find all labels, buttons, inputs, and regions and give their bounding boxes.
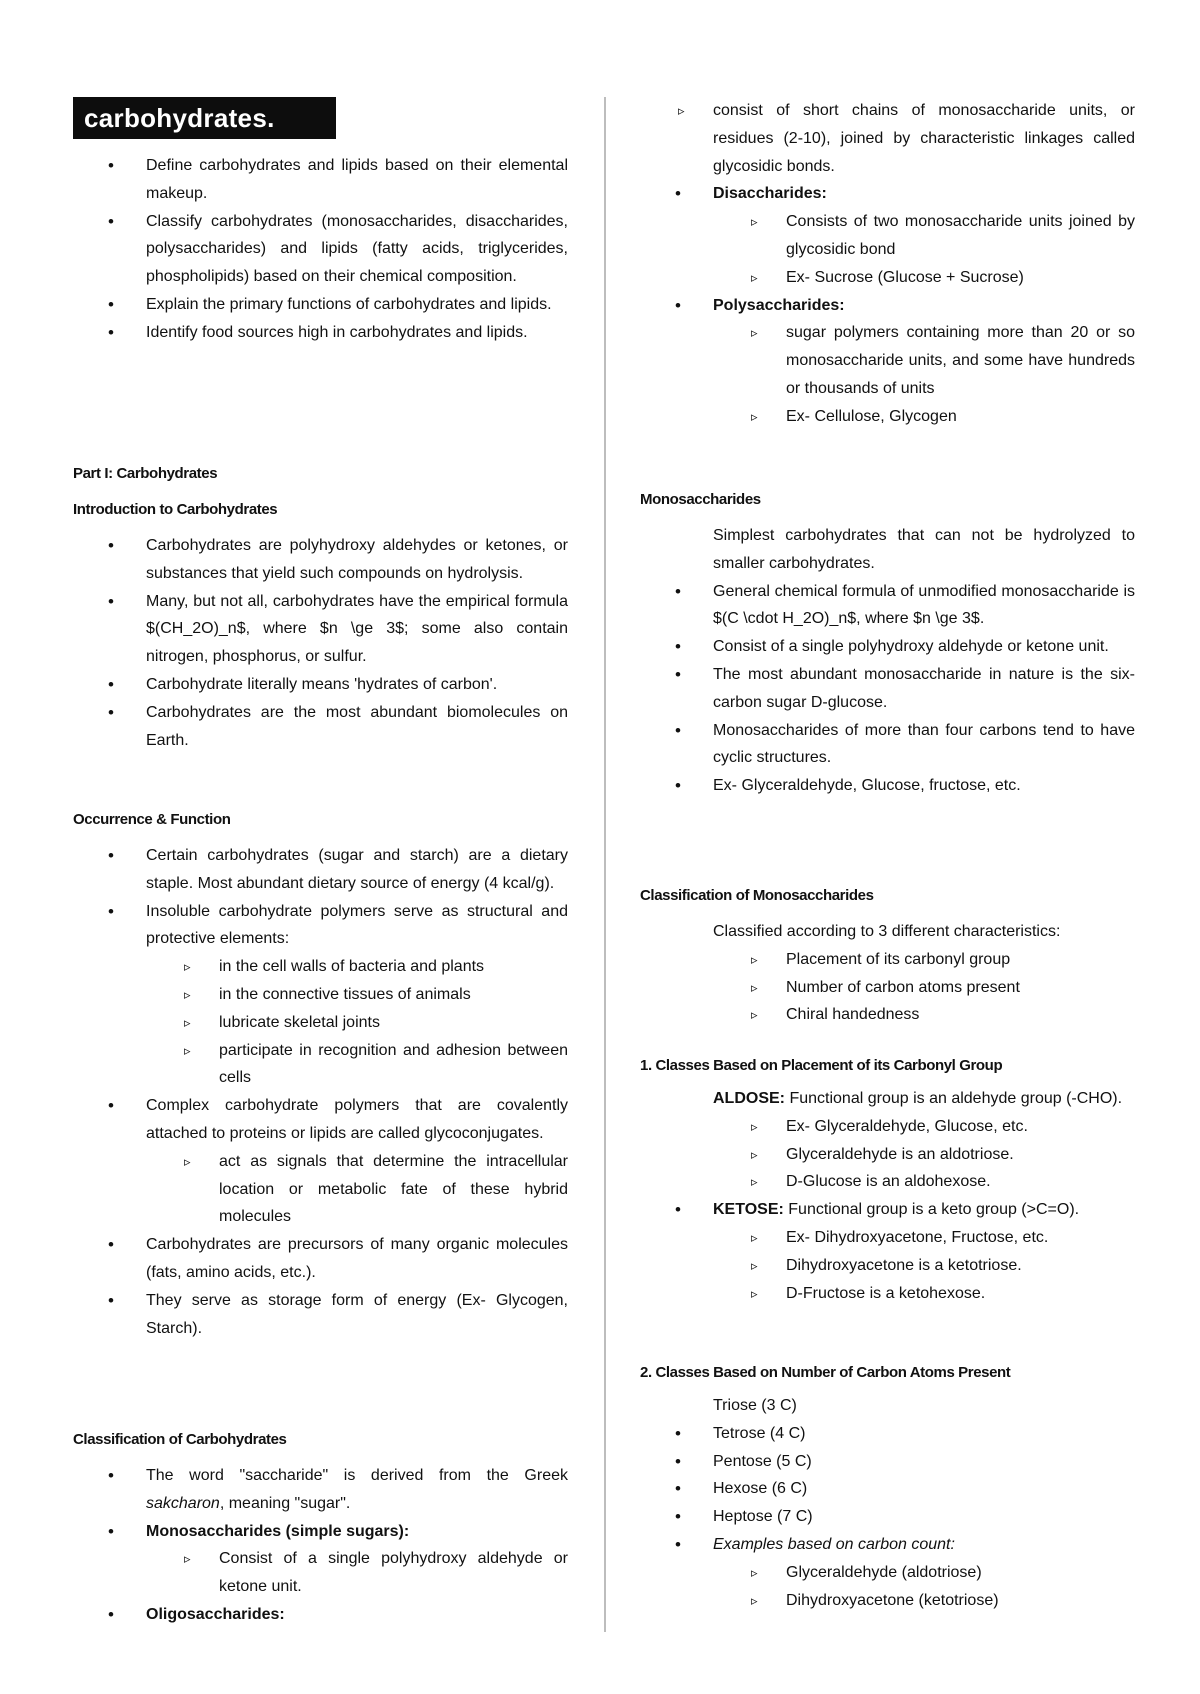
monosaccharides-list [640,522,1135,800]
sub-item: ▹ Consist of a single polyhydroxy aldehyde or ketone unit. [146,1545,568,1601]
classification-list [73,1462,568,1629]
list-item: • The most abundant monosaccharide in nature is the six-carbon sugar D-glucose. [640,661,1135,717]
sub-item: ▹ Ex- Glyceraldehyde, Glucose, etc. [713,1113,1135,1141]
column-divider [604,97,606,1632]
list-item: • They serve as storage form of energy (Ex- Glycogen, Starch). [73,1287,568,1343]
intro-list [73,532,568,754]
carbon-list [640,1392,1135,1614]
list-item: • Carbohydrates are the most abundant biomolecules on Earth. [73,699,568,755]
section-heading: Introduction to Carbohydrates [73,501,278,518]
section-heading: 1. Classes Based on Placement of its Carbonyl Group [640,1057,1003,1074]
list-item [73,1518,568,1601]
list-item: • Consist of a single polyhydroxy aldehyde or ketone unit. [640,633,1135,661]
sub-item: ▹ Glyceraldehyde is an aldotriose. [713,1141,1135,1169]
sub-item: ▹ Dihydroxyacetone (ketotriose) [713,1587,1135,1615]
list-item [640,292,1135,431]
sub-list [640,97,1135,180]
classification-list-cont [640,97,1135,431]
list-item: • Carbohydrates are precursors of many organic molecules (fats, amino acids, etc.). [73,1231,568,1287]
item-text: Functional group is an aldehyde group (-CHO). [785,1090,1123,1107]
item-label: KETOSE: [713,1201,784,1219]
sub-item: ▹ Ex- Sucrose (Glucose + Sucrose) [713,264,1135,292]
sub-list [713,319,1135,430]
list-item: • Many, but not all, carbohydrates have the empirical formula $(CH_2O)_n$, where $n \ge 3$; some also contain nitrogen, phosphorus, or sulfur. [73,588,568,671]
section-heading: Occurrence & Function [73,811,231,828]
sub-list [713,1224,1135,1307]
sub-item: ▹ Ex- Cellulose, Glycogen [713,403,1135,431]
sub-item: ▹ Placement of its carbonyl group [713,946,1135,974]
item-label: Polysaccharides: [713,296,845,314]
sub-item: ▹ act as signals that determine the intracellular location or metabolic fate of these hybrid molecules [146,1148,568,1231]
item-text: Classified according to 3 different characteristics: [713,923,1061,940]
sub-item: ▹ Chiral handedness [713,1001,1135,1029]
item-text: Examples based on carbon count: [713,1535,955,1553]
sub-item: ▹ Consists of two monosaccharide units joined by glycosidic bond [713,208,1135,264]
list-item: • Define carbohydrates and lipids based on their elemental makeup. [73,152,568,208]
list-item [73,1601,568,1629]
list-item: • Explain the primary functions of carbohydrates and lipids. [73,291,568,319]
sub-item: ▹ Dihydroxyacetone is a ketotriose. [713,1252,1135,1280]
list-item: • Carbohydrate literally means 'hydrates of carbon'. [73,671,568,699]
section-heading: Monosaccharides [640,491,761,508]
list-item: • Ex- Glyceraldehyde, Glucose, fructose, etc. [640,772,1135,800]
list-item: • Pentose (5 C) [640,1448,1135,1476]
section-heading: 2. Classes Based on Number of Carbon Atoms Present [640,1364,1011,1381]
sub-list [146,1545,568,1601]
item-text: Insoluble carbohydrate polymers serve as structural and protective elements: [146,902,568,948]
sub-list [713,946,1135,1029]
sub-item: ▹ D-Glucose is an aldohexose. [713,1168,1135,1196]
sub-list [146,953,568,1092]
sub-item: ▹ lubricate skeletal joints [146,1009,568,1037]
list-item: • Hexose (6 C) [640,1475,1135,1503]
list-item: • Classify carbohydrates (monosaccharides, disaccharides, polysaccharides) and lipids (fatty acids, triglycerides, phospholipids) based on their chemical composition. [73,208,568,291]
list-item: • Carbohydrates are polyhydroxy aldehydes or ketones, or substances that yield such compounds on hydrolysis. [73,532,568,588]
list-item: • Tetrose (4 C) [640,1420,1135,1448]
sub-item: ▹ sugar polymers containing more than 20 or so monosaccharide units, and some have hundreds or thousands of units [713,319,1135,402]
section-heading: Classification of Monosaccharides [640,887,874,904]
objectives-list [73,152,568,347]
sub-item: ▹ consist of short chains of monosaccharide units, or residues (2-10), joined by characteristic linkages called glycosidic bonds. [640,97,1135,180]
item-label: ALDOSE: [713,1090,785,1107]
list-item: • General chemical formula of unmodified monosaccharide is $(C \cdot H_2O)_n$, where $n \ge 3$. [640,578,1135,634]
list-item [73,1092,568,1231]
list-item [640,1196,1135,1307]
item-label: Monosaccharides (simple sugars): [146,1522,410,1540]
sub-item: ▹ in the connective tissues of animals [146,981,568,1009]
document-title: carbohydrates. [73,97,336,139]
list-item: • Certain carbohydrates (sugar and starch) are a dietary staple. Most abundant dietary source of energy (4 kcal/g). [73,842,568,898]
sub-item: ▹ Number of carbon atoms present [713,974,1135,1002]
sub-list [713,1113,1135,1196]
sub-item: ▹ Glyceraldehyde (aldotriose) [713,1559,1135,1587]
list-item [640,180,1135,291]
list-item [73,898,568,1093]
list-item [640,1531,1135,1614]
item-text: Complex carbohydrate polymers that are covalently attached to proteins or lipids are called glycoconjugates. [146,1097,568,1142]
list-item [73,1462,568,1518]
list-item: Simplest carbohydrates that can not be hydrolyzed to smaller carbohydrates. [713,527,1135,572]
carbonyl-list [640,1085,1135,1307]
sub-item: ▹ D-Fructose is a ketohexose. [713,1280,1135,1308]
classmono-list [640,918,1135,1029]
list-item [640,97,1135,180]
sub-item: ▹ Ex- Dihydroxyacetone, Fructose, etc. [713,1224,1135,1252]
list-item: Triose (3 C) [713,1397,797,1414]
sub-item: ▹ in the cell walls of bacteria and plants [146,953,568,981]
sub-list [713,1559,1135,1615]
occurrence-list [73,842,568,1342]
item-text: Functional group is a keto group (>C=O). [783,1201,1080,1219]
section-heading: Classification of Carbohydrates [73,1431,287,1448]
list-item [640,1085,1135,1196]
sub-item: ▹ participate in recognition and adhesion between cells [146,1037,568,1093]
sub-list [713,208,1135,291]
greek-word: sakcharon [146,1494,220,1512]
list-item: • Heptose (7 C) [640,1503,1135,1531]
item-label: Disaccharides: [713,185,827,203]
item-label: Oligosaccharides: [146,1605,285,1623]
part-heading: Part I: Carbohydrates [73,465,218,482]
item-text: The word "saccharide" is derived from the Greek [146,1467,568,1484]
list-item [640,918,1135,1029]
list-item: • Monosaccharides of more than four carbons tend to have cyclic structures. [640,717,1135,773]
item-text: , meaning "sugar". [219,1494,351,1512]
sub-list [146,1148,568,1231]
list-item: • Identify food sources high in carbohydrates and lipids. [73,319,568,347]
